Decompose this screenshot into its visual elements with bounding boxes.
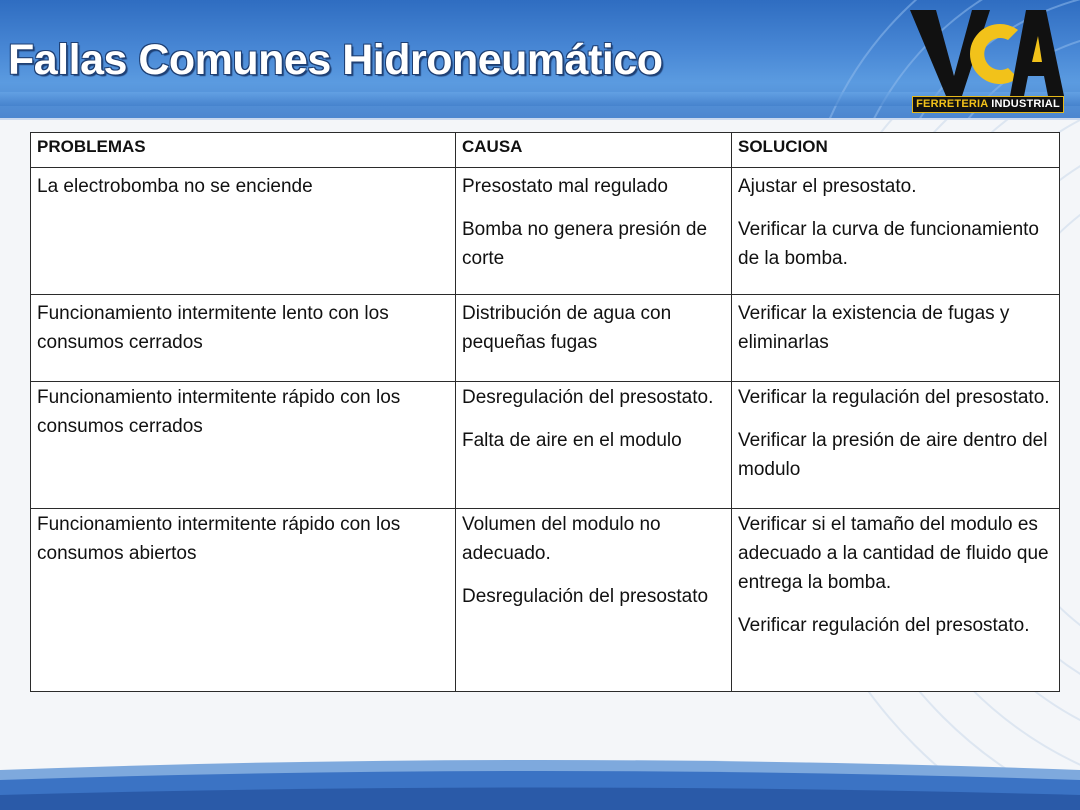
problem-cell: Funcionamiento intermitente rápido con los consumos abiertos <box>31 509 456 692</box>
column-header-solucion: SOLUCION <box>732 133 1060 168</box>
table-row <box>31 295 1060 382</box>
solution-cell: Verificar la existencia de fugas y eliminarlas <box>732 295 1060 382</box>
cause-cell: Distribución de agua con pequeñas fugas <box>456 295 732 382</box>
logo-tagline: FERRETERIA INDUSTRIAL <box>912 96 1064 113</box>
problem-cell: La electrobomba no se enciende <box>31 168 456 295</box>
table-row <box>31 509 1060 692</box>
column-header-causa: CAUSA <box>456 133 732 168</box>
problem-cell: Funcionamiento intermitente rápido con los consumos cerrados <box>31 382 456 509</box>
solution-cell: Verificar si el tamaño del modulo es adecuado a la cantidad de fluido que entrega la bomba. Verificar regulación del presostato. <box>732 509 1060 692</box>
column-header-problemas: PROBLEMAS <box>31 133 456 168</box>
problem-cell: Funcionamiento intermitente lento con los consumos cerrados <box>31 295 456 382</box>
page-title: Fallas Comunes Hidroneumático <box>8 36 663 84</box>
solution-cell: Verificar la regulación del presostato. Verificar la presión de aire dentro del modulo <box>732 382 1060 509</box>
cause-cell: Desregulación del presostato. Falta de aire en el modulo <box>456 382 732 509</box>
cause-cell: Presostato mal regulado Bomba no genera presión de corte <box>456 168 732 295</box>
solution-cell: Ajustar el presostato. Verificar la curva de funcionamiento de la bomba. <box>732 168 1060 295</box>
table-row <box>31 168 1060 295</box>
table-header-row <box>31 133 1060 168</box>
faults-table <box>30 132 1060 692</box>
cause-cell: Volumen del modulo no adecuado. Desregulación del presostato <box>456 509 732 692</box>
table-row <box>31 382 1060 509</box>
footer-wave <box>0 740 1080 810</box>
logo-mark <box>910 10 1064 96</box>
